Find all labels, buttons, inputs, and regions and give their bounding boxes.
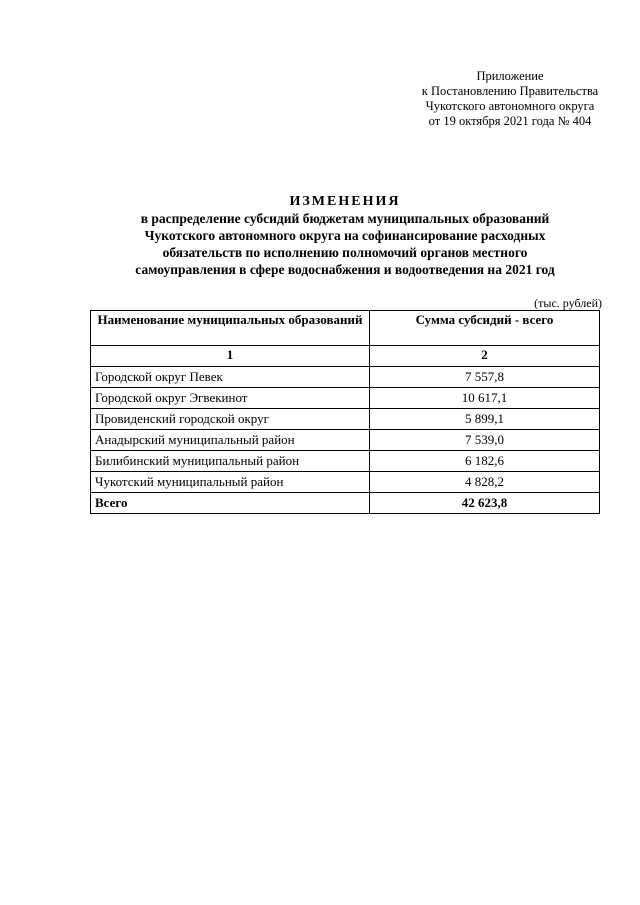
row-sum: 5 899,1 bbox=[370, 409, 600, 430]
title-line: самоуправления в сфере водоснабжения и водоотведения на 2021 год bbox=[135, 262, 555, 277]
header-name: Наименование муниципальных образований bbox=[91, 311, 370, 346]
row-name: Провиденский городской округ bbox=[91, 409, 370, 430]
table-row bbox=[91, 409, 600, 430]
units-label: (тыс. рублей) bbox=[534, 296, 602, 310]
row-sum: 6 182,6 bbox=[370, 451, 600, 472]
appendix-block bbox=[380, 69, 640, 129]
column-number-row bbox=[91, 346, 600, 367]
title-main: ИЗМЕНЕНИЯ bbox=[289, 194, 401, 209]
row-name: Чукотский муниципальный район bbox=[91, 472, 370, 493]
subsidy-table bbox=[90, 310, 600, 514]
appendix-line: Приложение bbox=[476, 69, 544, 83]
total-name: Всего bbox=[91, 493, 370, 514]
table-row bbox=[91, 388, 600, 409]
appendix-line: к Постановлению Правительства bbox=[421, 84, 599, 98]
header-sum: Сумма субсидий - всего bbox=[370, 311, 600, 346]
document-title bbox=[90, 193, 600, 278]
row-sum: 4 828,2 bbox=[370, 472, 600, 493]
title-line: обязательств по исполнению полномочий органов местного bbox=[162, 245, 528, 260]
appendix-line: Чукотского автономного округа bbox=[425, 99, 595, 113]
total-row bbox=[91, 493, 600, 514]
row-sum: 10 617,1 bbox=[370, 388, 600, 409]
table-header-row bbox=[91, 311, 600, 346]
table-row bbox=[91, 367, 600, 388]
table-row bbox=[91, 472, 600, 493]
column-number: 1 bbox=[91, 346, 370, 367]
table-row bbox=[91, 451, 600, 472]
total-sum: 42 623,8 bbox=[370, 493, 600, 514]
row-name: Билибинский муниципальный район bbox=[91, 451, 370, 472]
title-line: Чукотского автономного округа на софинансирование расходных bbox=[144, 228, 546, 243]
table-row bbox=[91, 430, 600, 451]
row-sum: 7 557,8 bbox=[370, 367, 600, 388]
column-number: 2 bbox=[370, 346, 600, 367]
row-name: Городской округ Певек bbox=[91, 367, 370, 388]
row-name: Городской округ Эгвекинот bbox=[91, 388, 370, 409]
row-name: Анадырский муниципальный район bbox=[91, 430, 370, 451]
title-line: в распределение субсидий бюджетам муниципальных образований bbox=[140, 211, 550, 226]
appendix-line: от 19 октября 2021 года № 404 bbox=[428, 114, 592, 128]
row-sum: 7 539,0 bbox=[370, 430, 600, 451]
